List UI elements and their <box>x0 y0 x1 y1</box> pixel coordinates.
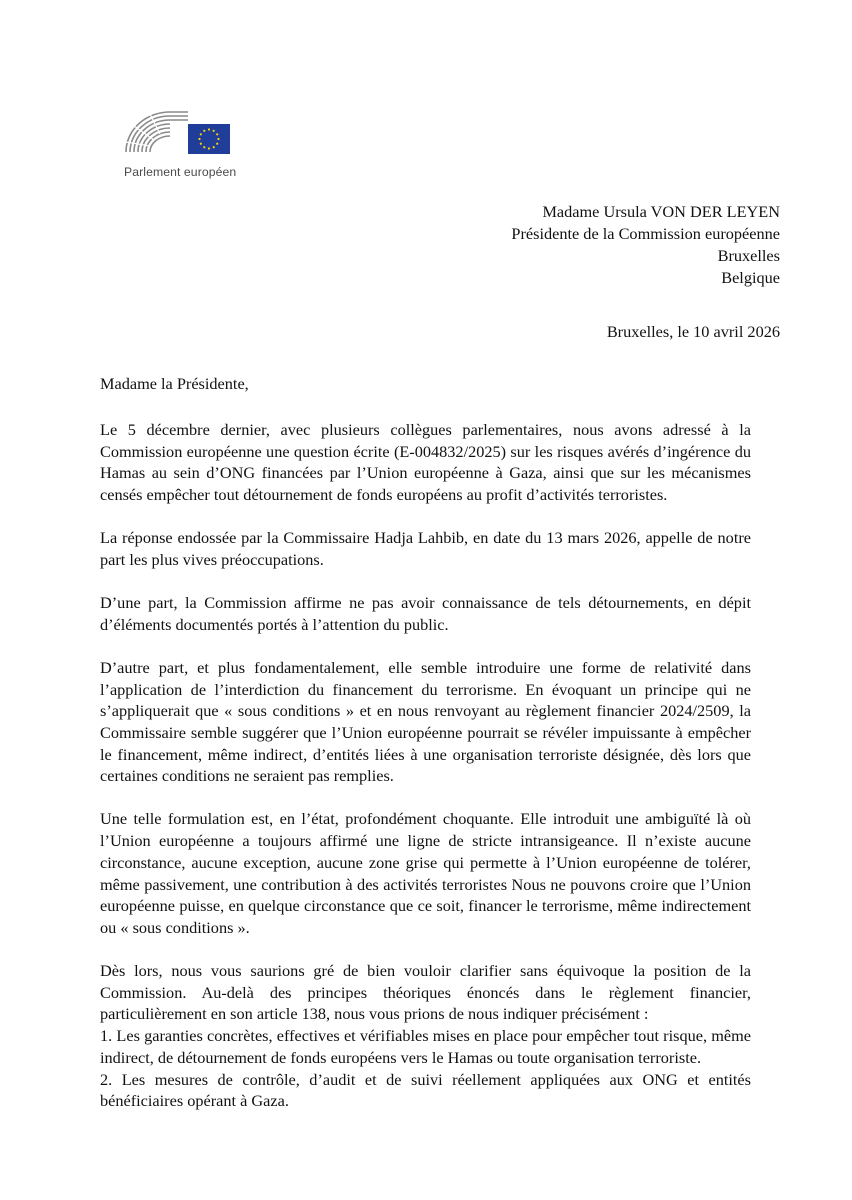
recipient-name: Madame Ursula VON DER LEYEN <box>542 202 780 221</box>
paragraph-3: D’une part, la Commission affirme ne pas avoir connaissance de tels détournements, en dépit d’éléments documentés portés à l’attention du public. <box>100 593 751 634</box>
paragraph-4: D’autre part, et plus fondamentalement, elle semble introduire une forme de relativité dans l’application de l’interdiction du financement du terrorisme. En évoquant un principe qui ne s’appliquerait que « sous conditions » et en nous renvoyant au règlement financier 2024/2509, la Commissaire semble suggérer que l’Union européenne pourrait se révéler impuissante à empêcher le financement, même indirect, d’entités liées à une organisation terroriste désignée, dès lors que certaines conditions ne seraient pas remplies. <box>100 657 751 786</box>
list-item-1: 1. Les garanties concrètes, effectives et vérifiables mises en place pour empêcher tout risque, même indirect, de détournement de fonds européens vers le Hamas ou toute organisation terroriste. <box>100 1026 751 1067</box>
recipient-country: Belgique <box>721 268 780 287</box>
hemicycle-eu-flag-icon <box>120 106 232 164</box>
date-line: Bruxelles, le 10 avril 2026 <box>606 322 780 341</box>
paragraph-2: La réponse endossée par la Commissaire Hadja Lahbib, en date du 13 mars 2026, appelle de notre part les plus vives préoccupations. <box>100 528 751 569</box>
salutation: Madame la Présidente, <box>100 374 249 393</box>
recipient-address-block <box>511 201 780 289</box>
paragraph-6-intro: Dès lors, nous vous saurions gré de bien vouloir clarifier sans équivoque la position de la Commission. Au-delà des principes théoriques énoncés dans le règlement financier, particulièrement en son article 138, nous vous prions de nous indiquer précisément : <box>100 961 751 1024</box>
european-parliament-logo <box>120 106 260 186</box>
recipient-city: Bruxelles <box>717 246 780 265</box>
list-item-2: 2. Les mesures de contrôle, d’audit et de suivi réellement appliquées aux ONG et entités bénéficiaires opérant à Gaza. <box>100 1069 751 1111</box>
paragraph-1: Le 5 décembre dernier, avec plusieurs collègues parlementaires, nous avons adressé à la Commission européenne une question écrite (E-004832/2025) sur les risques avérés d’ingérence du Hamas au sein d’ONG financées par l’Union européenne à Gaza, ainsi que sur les mécanismes censés empêcher tout détournement de fonds européens au profit d’activités terroristes. <box>100 420 751 505</box>
paragraph-5: Une telle formulation est, en l’état, profondément choquante. Elle introduit une ambiguïté là où l’Union européenne a toujours affirmé une ligne de stricte intransigeance. Il n’existe aucune circonstance, aucune exception, aucune zone grise qui permette à l’Union européenne de tolérer, même passivement, une contribution à des activités terroristes Nous ne pouvons croire que l’Union européenne puisse, en quelque circonstance que ce soit, financer le terrorisme, même indirectement ou « sous conditions ». <box>100 809 751 937</box>
logo-wordmark: Parlement européen <box>124 165 237 179</box>
letter-body <box>100 419 751 1112</box>
recipient-title: Présidente de la Commission européenne <box>511 224 780 243</box>
